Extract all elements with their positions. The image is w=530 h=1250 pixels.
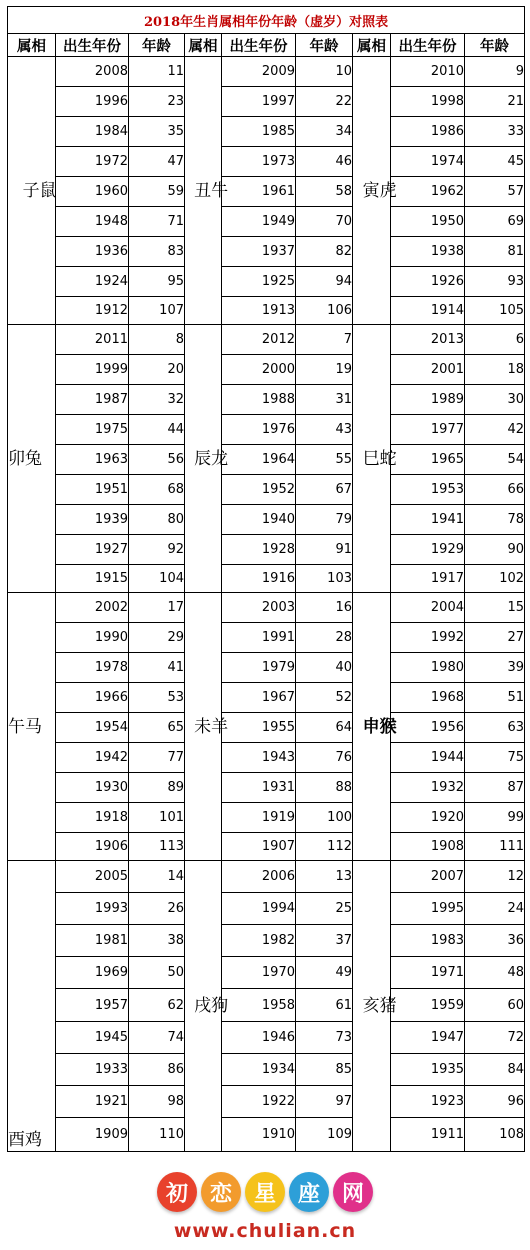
table-row	[8, 535, 525, 565]
age-cell: 43	[296, 415, 353, 445]
birth-year-cell: 1913	[222, 297, 296, 325]
age-cell: 49	[296, 957, 353, 989]
age-cell: 84	[465, 1054, 525, 1086]
header-row	[8, 34, 525, 57]
birth-year-cell: 1943	[222, 743, 296, 773]
table-row	[8, 207, 525, 237]
age-cell: 45	[465, 147, 525, 177]
birth-year-cell: 1915	[56, 565, 129, 593]
birth-year-cell: 1978	[56, 653, 129, 683]
logo-character: 恋	[201, 1172, 241, 1212]
table-row	[8, 893, 525, 925]
birth-year-cell: 1995	[391, 893, 465, 925]
age-cell: 20	[129, 355, 185, 385]
birth-year-cell: 1958	[222, 989, 296, 1022]
age-cell: 61	[296, 989, 353, 1022]
age-cell: 59	[129, 177, 185, 207]
age-cell: 85	[296, 1054, 353, 1086]
zodiac-label: 亥猪	[362, 996, 397, 1016]
age-cell: 46	[296, 147, 353, 177]
age-cell: 109	[296, 1118, 353, 1152]
age-cell: 30	[465, 385, 525, 415]
birth-year-cell: 1987	[56, 385, 129, 415]
age-cell: 21	[465, 87, 525, 117]
birth-year-cell: 1996	[56, 87, 129, 117]
birth-year-cell: 2002	[56, 593, 129, 623]
table-row	[8, 385, 525, 415]
birth-year-cell: 1997	[222, 87, 296, 117]
age-cell: 51	[465, 683, 525, 713]
birth-year-cell: 1975	[56, 415, 129, 445]
birth-year-cell: 1919	[222, 803, 296, 833]
zodiac-cell	[185, 861, 229, 1152]
age-cell: 34	[296, 117, 353, 147]
birth-year-cell: 1971	[391, 957, 465, 989]
birth-year-cell: 1956	[391, 713, 465, 743]
table-row	[8, 177, 525, 207]
age-cell: 77	[129, 743, 185, 773]
age-cell: 71	[129, 207, 185, 237]
birth-year-cell: 1982	[222, 925, 296, 957]
age-cell: 24	[465, 893, 525, 925]
table-row	[8, 297, 525, 325]
age-cell: 50	[129, 957, 185, 989]
age-cell: 56	[129, 445, 185, 475]
table-row	[8, 623, 525, 653]
birth-year-cell: 1959	[391, 989, 465, 1022]
age-cell: 110	[129, 1118, 185, 1152]
table-row	[8, 565, 525, 593]
birth-year-cell: 1924	[56, 267, 129, 297]
birth-year-cell: 1969	[56, 957, 129, 989]
age-cell: 52	[296, 683, 353, 713]
age-cell: 17	[129, 593, 185, 623]
age-cell: 72	[465, 1022, 525, 1054]
age-cell: 48	[465, 957, 525, 989]
birth-year-cell: 1930	[56, 773, 129, 803]
age-cell: 39	[465, 653, 525, 683]
birth-year-cell: 1974	[391, 147, 465, 177]
logo-url: www.chulian.cn	[173, 1220, 357, 1242]
zodiac-label: 卯兔	[8, 448, 42, 469]
logo-character: 网	[333, 1172, 373, 1212]
age-cell: 66	[465, 475, 525, 505]
birth-year-cell: 1909	[56, 1118, 129, 1152]
zodiac-label: 丑牛	[194, 180, 229, 201]
age-cell: 11	[129, 57, 185, 87]
age-cell: 9	[465, 57, 525, 87]
age-cell: 32	[129, 385, 185, 415]
logo-character: 星	[245, 1172, 285, 1212]
logo-character: 座	[289, 1172, 329, 1212]
table-row	[8, 1086, 525, 1118]
age-cell: 41	[129, 653, 185, 683]
age-cell: 35	[129, 117, 185, 147]
age-cell: 96	[465, 1086, 525, 1118]
birth-year-cell: 1955	[222, 713, 296, 743]
birth-year-cell: 1957	[56, 989, 129, 1022]
birth-year-cell: 1907	[222, 833, 296, 861]
birth-year-cell: 1972	[56, 147, 129, 177]
table-row	[8, 267, 525, 297]
age-cell: 103	[296, 565, 353, 593]
age-cell: 76	[296, 743, 353, 773]
table-row	[8, 355, 525, 385]
birth-year-cell: 1952	[222, 475, 296, 505]
birth-year-cell: 1935	[391, 1054, 465, 1086]
header-zodiac: 属相	[185, 34, 222, 57]
birth-year-cell: 1954	[56, 713, 129, 743]
birth-year-cell: 1918	[56, 803, 129, 833]
age-cell: 106	[296, 297, 353, 325]
age-cell: 86	[129, 1054, 185, 1086]
birth-year-cell: 1942	[56, 743, 129, 773]
birth-year-cell: 1999	[56, 355, 129, 385]
age-cell: 36	[465, 925, 525, 957]
birth-year-cell: 1973	[222, 147, 296, 177]
table-row	[8, 445, 525, 475]
age-cell: 64	[296, 713, 353, 743]
table-row	[8, 415, 525, 445]
age-cell: 18	[465, 355, 525, 385]
age-cell: 89	[129, 773, 185, 803]
age-cell: 38	[129, 925, 185, 957]
birth-year-cell: 1917	[391, 565, 465, 593]
zodiac-label: 辰龙	[194, 448, 229, 469]
zodiac-label: 酉鸡	[8, 1130, 42, 1150]
table-row	[8, 833, 525, 861]
table-row	[8, 925, 525, 957]
age-cell: 102	[465, 565, 525, 593]
birth-year-cell: 2009	[222, 57, 296, 87]
age-cell: 10	[296, 57, 353, 87]
birth-year-cell: 1998	[391, 87, 465, 117]
age-cell: 14	[129, 861, 185, 893]
table-row	[8, 713, 525, 743]
header-birth-year: 出生年份	[391, 34, 465, 57]
age-cell: 93	[465, 267, 525, 297]
birth-year-cell: 1939	[56, 505, 129, 535]
table-row	[8, 147, 525, 177]
birth-year-cell: 1994	[222, 893, 296, 925]
age-cell: 67	[296, 475, 353, 505]
birth-year-cell: 1932	[391, 773, 465, 803]
age-cell: 79	[296, 505, 353, 535]
birth-year-cell: 1986	[391, 117, 465, 147]
table-row	[8, 475, 525, 505]
birth-year-cell: 1944	[391, 743, 465, 773]
age-cell: 87	[465, 773, 525, 803]
age-cell: 15	[465, 593, 525, 623]
header-age: 年龄	[465, 34, 525, 57]
birth-year-cell: 1914	[391, 297, 465, 325]
age-cell: 8	[129, 325, 185, 355]
birth-year-cell: 1976	[222, 415, 296, 445]
table-row	[8, 325, 525, 355]
birth-year-cell: 1908	[391, 833, 465, 861]
birth-year-cell: 1925	[222, 267, 296, 297]
birth-year-cell: 2008	[56, 57, 129, 87]
header-age: 年龄	[129, 34, 185, 57]
age-cell: 91	[296, 535, 353, 565]
birth-year-cell: 1949	[222, 207, 296, 237]
age-cell: 104	[129, 565, 185, 593]
table-row	[8, 957, 525, 989]
birth-year-cell: 1933	[56, 1054, 129, 1086]
header-age: 年龄	[296, 34, 353, 57]
age-cell: 29	[129, 623, 185, 653]
header-birth-year: 出生年份	[222, 34, 296, 57]
birth-year-cell: 2013	[391, 325, 465, 355]
age-cell: 97	[296, 1086, 353, 1118]
age-cell: 90	[465, 535, 525, 565]
age-cell: 107	[129, 297, 185, 325]
birth-year-cell: 1921	[56, 1086, 129, 1118]
birth-year-cell: 1928	[222, 535, 296, 565]
age-cell: 27	[465, 623, 525, 653]
birth-year-cell: 1964	[222, 445, 296, 475]
birth-year-cell: 2006	[222, 861, 296, 893]
age-cell: 69	[465, 207, 525, 237]
birth-year-cell: 2004	[391, 593, 465, 623]
birth-year-cell: 1927	[56, 535, 129, 565]
age-cell: 6	[465, 325, 525, 355]
birth-year-cell: 1979	[222, 653, 296, 683]
birth-year-cell: 2007	[391, 861, 465, 893]
age-cell: 65	[129, 713, 185, 743]
age-cell: 62	[129, 989, 185, 1022]
zodiac-cell	[353, 325, 397, 593]
birth-year-cell: 2010	[391, 57, 465, 87]
birth-year-cell: 1936	[56, 237, 129, 267]
age-cell: 60	[465, 989, 525, 1022]
age-cell: 23	[129, 87, 185, 117]
birth-year-cell: 1988	[222, 385, 296, 415]
zodiac-cell	[185, 593, 229, 861]
zodiac-cell	[353, 593, 397, 861]
logo-characters	[148, 1172, 382, 1212]
birth-year-cell: 1945	[56, 1022, 129, 1054]
birth-year-cell: 1990	[56, 623, 129, 653]
birth-year-cell: 1947	[391, 1022, 465, 1054]
site-logo	[148, 1172, 382, 1246]
birth-year-cell: 1984	[56, 117, 129, 147]
table-row	[8, 117, 525, 147]
zodiac-cell	[8, 57, 56, 325]
age-cell: 31	[296, 385, 353, 415]
birth-year-cell: 1948	[56, 207, 129, 237]
age-cell: 108	[465, 1118, 525, 1152]
age-cell: 55	[296, 445, 353, 475]
table-row	[8, 237, 525, 267]
age-cell: 12	[465, 861, 525, 893]
zodiac-label: 午马	[8, 716, 42, 737]
birth-year-cell: 1934	[222, 1054, 296, 1086]
age-cell: 40	[296, 653, 353, 683]
zodiac-label: 申猴	[362, 716, 397, 737]
zodiac-cell	[8, 325, 56, 593]
table-row	[8, 861, 525, 893]
birth-year-cell: 1953	[391, 475, 465, 505]
birth-year-cell: 2005	[56, 861, 129, 893]
age-cell: 13	[296, 861, 353, 893]
birth-year-cell: 1916	[222, 565, 296, 593]
age-cell: 81	[465, 237, 525, 267]
birth-year-cell: 1937	[222, 237, 296, 267]
age-cell: 98	[129, 1086, 185, 1118]
zodiac-cell	[8, 593, 56, 861]
table-row	[8, 803, 525, 833]
birth-year-cell: 1962	[391, 177, 465, 207]
header-birth-year: 出生年份	[56, 34, 129, 57]
age-cell: 78	[465, 505, 525, 535]
birth-year-cell: 1946	[222, 1022, 296, 1054]
table-row	[8, 773, 525, 803]
age-cell: 94	[296, 267, 353, 297]
zodiac-cell	[353, 861, 397, 1152]
age-cell: 83	[129, 237, 185, 267]
birth-year-cell: 1989	[391, 385, 465, 415]
age-cell: 53	[129, 683, 185, 713]
age-cell: 26	[129, 893, 185, 925]
birth-year-cell: 1983	[391, 925, 465, 957]
birth-year-cell: 1992	[391, 623, 465, 653]
age-cell: 113	[129, 833, 185, 861]
age-cell: 47	[129, 147, 185, 177]
birth-year-cell: 1981	[56, 925, 129, 957]
zodiac-cell	[8, 861, 56, 1152]
birth-year-cell: 1912	[56, 297, 129, 325]
birth-year-cell: 2000	[222, 355, 296, 385]
birth-year-cell: 1951	[56, 475, 129, 505]
zodiac-label: 巳蛇	[362, 448, 397, 469]
birth-year-cell: 1920	[391, 803, 465, 833]
age-cell: 16	[296, 593, 353, 623]
birth-year-cell: 2003	[222, 593, 296, 623]
zodiac-label: 戌狗	[194, 996, 229, 1016]
birth-year-cell: 1967	[222, 683, 296, 713]
birth-year-cell: 1910	[222, 1118, 296, 1152]
zodiac-label: 子鼠	[22, 180, 57, 201]
age-cell: 111	[465, 833, 525, 861]
age-cell: 82	[296, 237, 353, 267]
birth-year-cell: 1926	[391, 267, 465, 297]
age-cell: 70	[296, 207, 353, 237]
age-cell: 100	[296, 803, 353, 833]
zodiac-cell	[185, 325, 229, 593]
birth-year-cell: 1960	[56, 177, 129, 207]
birth-year-cell: 1911	[391, 1118, 465, 1152]
birth-year-cell: 1991	[222, 623, 296, 653]
age-cell: 68	[129, 475, 185, 505]
age-cell: 99	[465, 803, 525, 833]
birth-year-cell: 1929	[391, 535, 465, 565]
age-cell: 28	[296, 623, 353, 653]
birth-year-cell: 1906	[56, 833, 129, 861]
age-cell: 44	[129, 415, 185, 445]
birth-year-cell: 1985	[222, 117, 296, 147]
age-cell: 37	[296, 925, 353, 957]
header-zodiac: 属相	[8, 34, 56, 57]
birth-year-cell: 1931	[222, 773, 296, 803]
birth-year-cell: 1966	[56, 683, 129, 713]
age-cell: 88	[296, 773, 353, 803]
table-row	[8, 653, 525, 683]
birth-year-cell: 1980	[391, 653, 465, 683]
age-cell: 75	[465, 743, 525, 773]
age-cell: 42	[465, 415, 525, 445]
birth-year-cell: 1963	[56, 445, 129, 475]
age-cell: 19	[296, 355, 353, 385]
table-row	[8, 505, 525, 535]
table-row	[8, 989, 525, 1022]
age-cell: 25	[296, 893, 353, 925]
table-body	[8, 7, 525, 1152]
table-row	[8, 1022, 525, 1054]
age-cell: 57	[465, 177, 525, 207]
age-cell: 63	[465, 713, 525, 743]
birth-year-cell: 1941	[391, 505, 465, 535]
table-row	[8, 87, 525, 117]
age-cell: 101	[129, 803, 185, 833]
age-cell: 74	[129, 1022, 185, 1054]
birth-year-cell: 1950	[391, 207, 465, 237]
birth-year-cell: 1993	[56, 893, 129, 925]
table-row	[8, 743, 525, 773]
age-cell: 22	[296, 87, 353, 117]
birth-year-cell: 1922	[222, 1086, 296, 1118]
age-cell: 105	[465, 297, 525, 325]
table-row	[8, 683, 525, 713]
birth-year-cell: 1965	[391, 445, 465, 475]
age-cell: 7	[296, 325, 353, 355]
birth-year-cell: 2011	[56, 325, 129, 355]
zodiac-cell	[185, 57, 229, 325]
table-title: 2018年生肖属相年份年龄（虚岁）对照表	[8, 7, 525, 34]
age-cell: 73	[296, 1022, 353, 1054]
zodiac-age-table	[7, 6, 525, 1152]
birth-year-cell: 1938	[391, 237, 465, 267]
birth-year-cell: 1961	[222, 177, 296, 207]
age-cell: 33	[465, 117, 525, 147]
age-cell: 54	[465, 445, 525, 475]
table-row	[8, 1118, 525, 1152]
birth-year-cell: 1970	[222, 957, 296, 989]
birth-year-cell: 1977	[391, 415, 465, 445]
age-cell: 112	[296, 833, 353, 861]
logo-character: 初	[157, 1172, 197, 1212]
birth-year-cell: 1940	[222, 505, 296, 535]
birth-year-cell: 2001	[391, 355, 465, 385]
age-cell: 92	[129, 535, 185, 565]
table-row	[8, 57, 525, 87]
zodiac-cell	[353, 57, 397, 325]
age-cell: 58	[296, 177, 353, 207]
birth-year-cell: 2012	[222, 325, 296, 355]
zodiac-label: 未羊	[194, 716, 229, 737]
zodiac-label: 寅虎	[362, 180, 397, 201]
birth-year-cell: 1923	[391, 1086, 465, 1118]
table-row	[8, 1054, 525, 1086]
birth-year-cell: 1968	[391, 683, 465, 713]
header-zodiac: 属相	[353, 34, 391, 57]
age-cell: 95	[129, 267, 185, 297]
age-cell: 80	[129, 505, 185, 535]
table-row	[8, 593, 525, 623]
